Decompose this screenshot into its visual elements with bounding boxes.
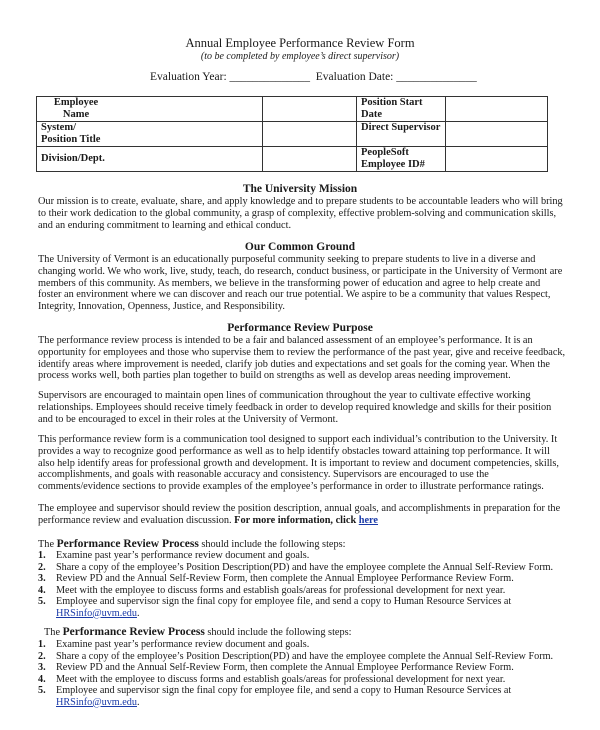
evaluation-year-field[interactable]: ______________ — [229, 71, 311, 83]
process-intro-2: The Performance Review Process should include the following steps: — [44, 626, 352, 638]
evaluation-date-field[interactable]: ______________ — [396, 71, 477, 83]
employee-name-field[interactable] — [263, 97, 357, 122]
list-item: 4. Meet with the employee to discuss forms and establish goals/areas for professional development for next year. — [38, 584, 506, 596]
position-title-label: System/ Position Title — [37, 122, 263, 147]
list-item: 1. Examine past year’s performance review document and goals. — [38, 639, 310, 650]
table-row — [37, 147, 548, 172]
position-title-field[interactable] — [263, 122, 357, 147]
employee-name-label: Employee Name — [37, 97, 263, 122]
mission-heading: The University Mission — [242, 183, 358, 195]
evaluation-row — [150, 71, 477, 83]
employee-info-table — [36, 96, 548, 172]
table-row — [37, 97, 548, 122]
position-start-date-label: Position Start Date — [357, 97, 446, 122]
form-subtitle: (to be completed by employee’s direct supervisor) — [200, 51, 400, 62]
purpose-paragraph-2: Supervisors are encouraged to maintain open lines of communication throughout the year to cultivate effective working relationships. Employees should receive timely feedback in order to develop required knowledge and skills for their position and to be encouraged to excel in their roles at the University of Vermont. — [38, 390, 552, 425]
form-title: Annual Employee Performance Review Form — [185, 36, 415, 50]
process-steps-1 — [38, 550, 578, 619]
direct-supervisor-label: Direct Supervisor — [357, 122, 446, 147]
mission-text: Our mission is to create, evaluate, share, and apply knowledge and to prepare students to be accountable leaders who will bring to their work dedication to the global community, a grasp of complexity, effective problem-solving and communication skills, and an enduring commitment to learning and ethical conduct. — [38, 196, 563, 231]
purpose-paragraph-1: The performance review process is intended to be a fair and balanced assessment of an employee’s performance. It is an opportunity for employees and those who supervise them to review the performance of the past year, give and receive feedback, identify areas where improvement is needed, clarify job duties and expectations and set goals for the coming year. When the process works well, both parties plan together to build on strengths as well as develop areas needing improvement. — [38, 335, 566, 382]
purpose-paragraph-4: The employee and supervisor should review the position description, annual goals, and accomplishments in preparation for the performance review and evaluation discussion. For more information, click here — [38, 503, 561, 526]
peoplesoft-id-field[interactable] — [446, 147, 548, 172]
purpose-paragraph-3: This performance review form is a communication tool designed to support each individual’s contribution to the University. It provides a way to recognize good performance as well as to help identify obstacles toward attaining top performance. It will also help identify areas for professional growth and development. It is important to review and document competencies, skills, accomplishments, and goals with reasonable accuracy and consistency. Supervisors are encouraged to use the comments/evidence sections to provide examples of the employee’s performance in order to illustrate performance ratings. — [38, 434, 559, 493]
list-item: HRSinfo@uvm.edu. — [56, 696, 140, 708]
direct-supervisor-field[interactable] — [446, 122, 548, 147]
division-dept-label: Division/Dept. — [37, 147, 263, 172]
more-info-link[interactable]: here — [358, 514, 379, 526]
position-start-date-field[interactable] — [446, 97, 548, 122]
peoplesoft-id-label: PeopleSoft Employee ID# — [357, 147, 446, 172]
process-steps-2 — [38, 639, 578, 708]
list-item: 4. Meet with the employee to discuss forms and establish goals/areas for professional development for next year. — [38, 673, 506, 685]
list-item: 3. Review PD and the Annual Self-Review Form, then complete the Annual Employee Performance Review Form. — [38, 662, 514, 673]
list-item: HRSinfo@uvm.edu. — [56, 607, 140, 619]
list-item: 2. Share a copy of the employee’s Position Description(PD) and have the employee complete the Annual Self-Review Form. — [38, 561, 554, 573]
common-ground-heading: Our Common Ground — [244, 241, 356, 253]
process-intro-1: The Performance Review Process should include the following steps: — [38, 538, 346, 550]
hrs-email-link[interactable]: HRSinfo@uvm.edu — [56, 696, 137, 708]
common-ground-text: The University of Vermont is an educationally purposeful community seeking to prepare students to live in a diverse and changing world. We who work, live, study, teach, do research, conduct business, or participate in the University of Vermont are members of this community. As members, we believe in the transforming power of education and agree to help create and foster an environment where we can discover and reach our true potential. We aspire to be a community that values Respect, Integrity, Innovation, Openness, Justice, and Responsibility. — [38, 254, 563, 313]
purpose-heading: Performance Review Purpose — [227, 322, 373, 334]
list-item: 3. Review PD and the Annual Self-Review Form, then complete the Annual Employee Performance Review Form. — [38, 573, 514, 584]
table-row — [37, 122, 548, 147]
list-item: 1. Examine past year’s performance review document and goals. — [38, 550, 310, 561]
division-dept-field[interactable] — [263, 147, 357, 172]
hrs-email-link[interactable]: HRSinfo@uvm.edu — [56, 607, 137, 619]
evaluation-year-label: Evaluation Year: — [150, 71, 230, 83]
list-item: 2. Share a copy of the employee’s Position Description(PD) and have the employee complete the Annual Self-Review Form. — [38, 650, 554, 662]
list-item: 5. Employee and supervisor sign the final copy for employee file, and send a copy to Human Resource Services at — [38, 596, 512, 607]
list-item: 5. Employee and supervisor sign the final copy for employee file, and send a copy to Human Resource Services at — [38, 685, 512, 696]
evaluation-date-label: Evaluation Date: — [310, 71, 397, 83]
